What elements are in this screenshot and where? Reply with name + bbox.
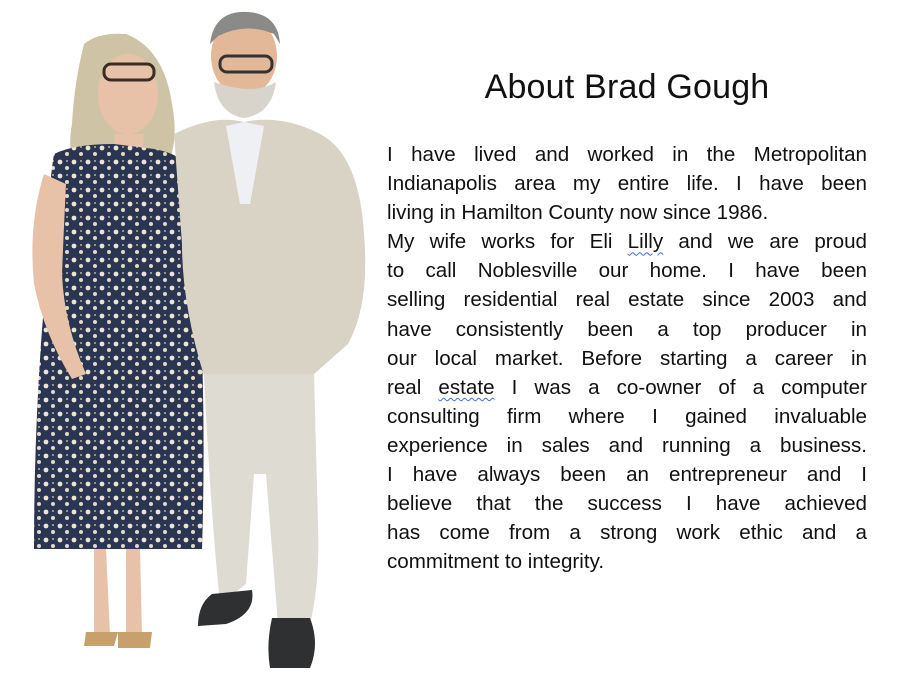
bio-text [387, 140, 867, 576]
couple-photo [14, 4, 376, 670]
bio-line: selling residential real estate since 2003 and [387, 288, 867, 312]
spellcheck-flagged-word[interactable]: estate [438, 375, 495, 399]
bio-line: have consistently been a top producer in [387, 317, 867, 341]
bio-line-start: My wife works for Eli [387, 230, 628, 254]
bio-line: Indianapolis area my entire life. I have been [387, 172, 867, 196]
bio-line-end: I was a co-owner of a computer [494, 375, 867, 399]
bio-line [387, 227, 867, 256]
bio-line: I have always been an entrepreneur and I [387, 463, 867, 487]
bio-line: I have lived and worked in the Metropolitan [387, 143, 867, 166]
bio-line: commitment to integrity. [387, 550, 605, 574]
page-title: About Brad Gough [484, 68, 770, 106]
bio-line: consulting firm where I gained invaluable [387, 404, 867, 428]
bio-line: our local market. Before starting a career in [387, 346, 867, 370]
bio-line: to call Noblesville our home. I have been [387, 259, 867, 283]
bio-line-start: real [387, 375, 439, 399]
bio-line: living in Hamilton County now since 1986. [387, 201, 769, 225]
bio-line [387, 373, 867, 402]
spellcheck-flagged-word[interactable]: Lilly [627, 230, 664, 254]
bio-line: experience in sales and running a business. [387, 433, 867, 457]
bio-line: believe that the success I have achieved [387, 492, 867, 516]
bio-line: has come from a strong work ethic and a [387, 521, 867, 545]
bio-line-end: and we are proud [663, 230, 867, 254]
